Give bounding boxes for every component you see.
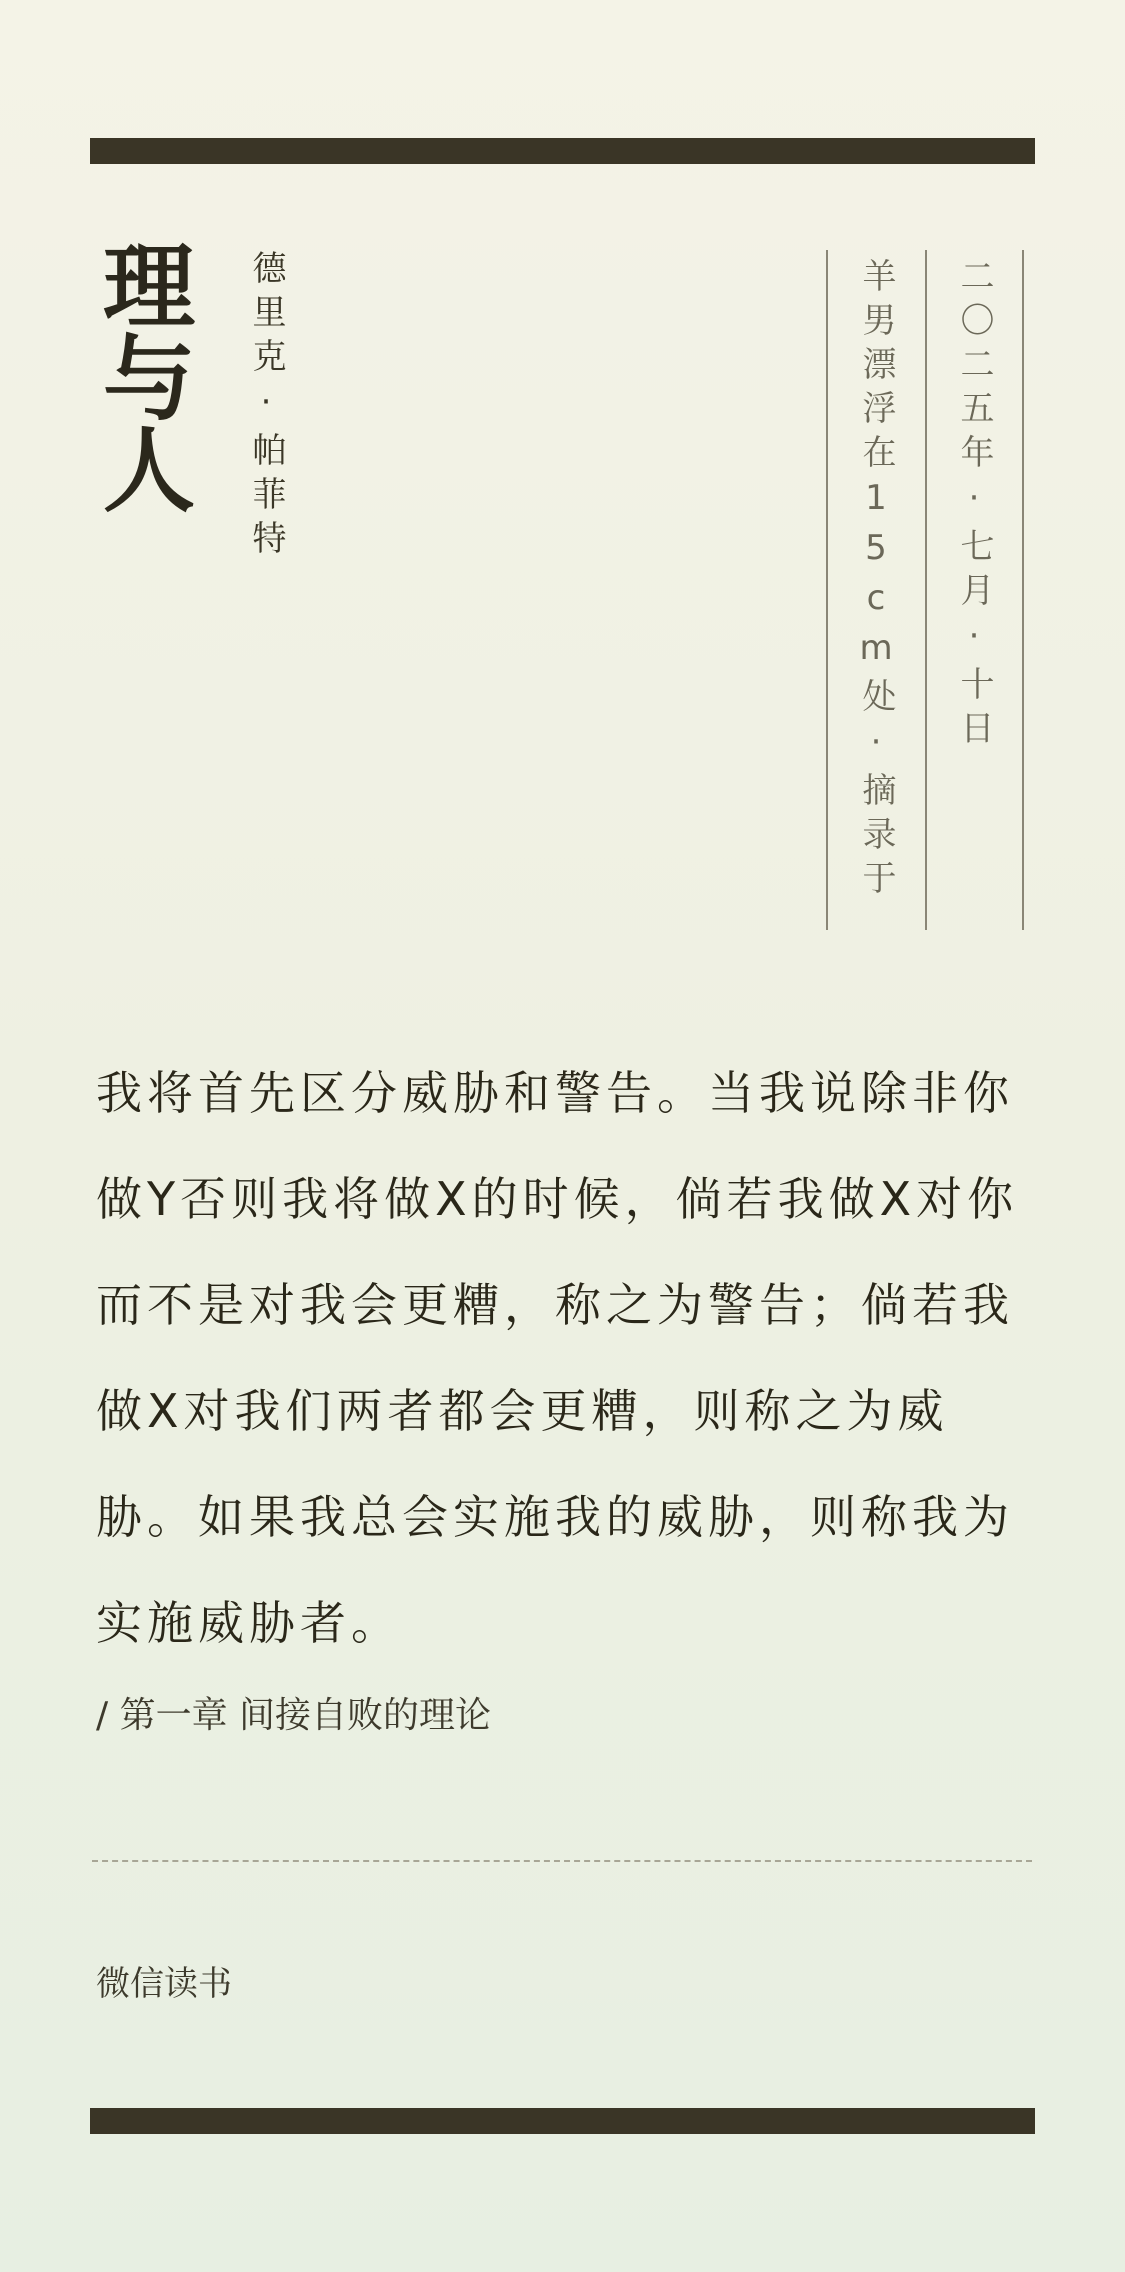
book-author: 德里克·帕菲特 [246, 250, 286, 564]
vertical-rule-right [1022, 250, 1024, 930]
excerpt-source: 羊男漂浮在15cm处·摘录于 [856, 258, 896, 904]
brand-label: 微信读书 [96, 1964, 232, 2004]
quote-text: 我将首先区分威胁和警告。当我说除非你做Y否则我将做X的时候，倘若我做X对你而不是对我会更糟，称之为警告；倘若我做X对我们两者都会更糟，则称之为威胁。如果我总会实施我的威胁，则称我为实施威胁者。 [96, 1066, 1019, 1650]
book-title: 理与人 [88, 238, 196, 514]
footer-divider [92, 1860, 1032, 1862]
excerpt-date: 二〇二五年·七月·十日 [954, 258, 994, 754]
vertical-rule-middle [925, 250, 927, 930]
top-decorative-bar [90, 138, 1035, 164]
chapter-reference: / 第一章 间接自败的理论 [96, 1695, 492, 1736]
bottom-decorative-bar [90, 2108, 1035, 2134]
vertical-rule-left [826, 250, 828, 930]
